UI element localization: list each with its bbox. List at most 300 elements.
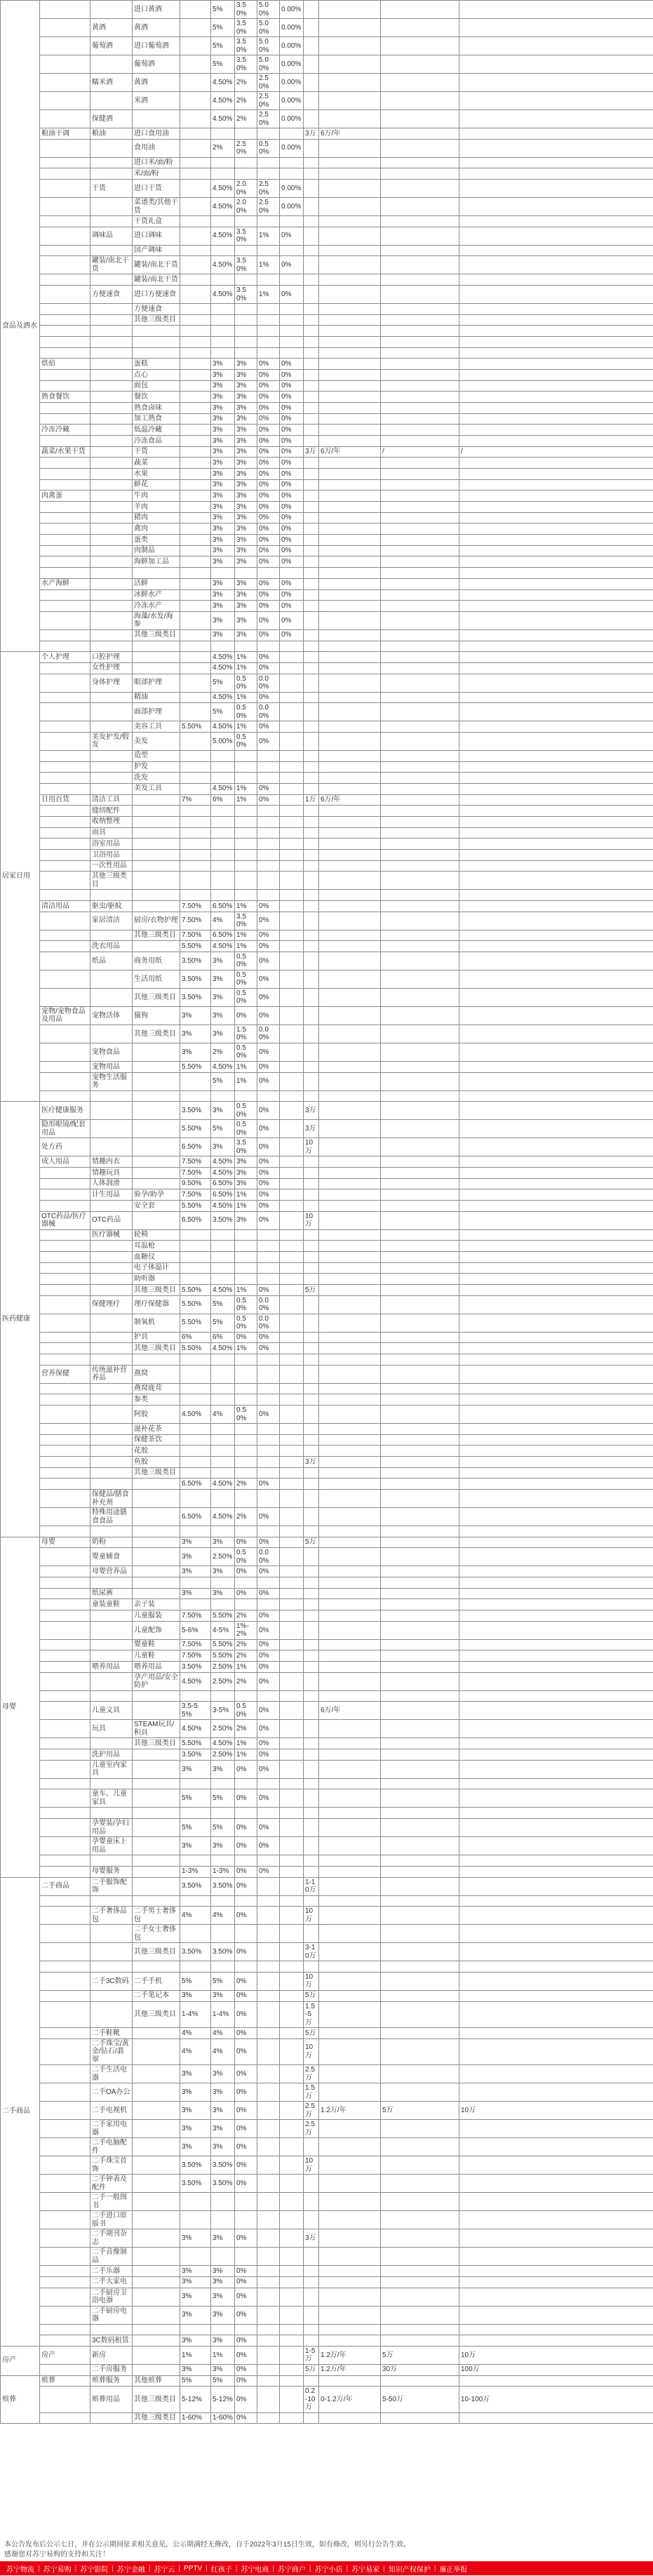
annual-fee (319, 1167, 381, 1178)
footer-nav-link[interactable]: 红孩子 (210, 2565, 232, 2574)
category-l2 (40, 1548, 90, 1566)
category-l4: 加工熟食 (133, 413, 180, 425)
deposit (304, 589, 319, 601)
table-row (1, 2266, 653, 2277)
annual-fee (319, 1526, 381, 1537)
cap-2 (459, 256, 653, 274)
commission-rate: 3% (211, 458, 235, 469)
annual-fee (319, 2065, 381, 2083)
rate-2: 3.50% (235, 1, 257, 19)
annual-fee (319, 370, 381, 381)
nav-separator: | (178, 2564, 181, 2572)
category-l3 (90, 703, 133, 721)
cap-2 (459, 2335, 653, 2347)
cap-2 (459, 721, 653, 733)
category-l3: 殡葬服务 (90, 2375, 133, 2387)
category-l4 (133, 827, 180, 839)
category-l4 (133, 1961, 180, 1973)
rate-2 (235, 1274, 257, 1285)
category-l2 (40, 773, 90, 784)
cap-2 (459, 347, 653, 359)
deposit (304, 535, 319, 546)
cap-1 (381, 2306, 459, 2324)
commission-rate: 3% (211, 380, 235, 392)
category-l4: 耳温枪 (133, 1241, 180, 1252)
category-l3: 保健理疗 (90, 1295, 133, 1314)
rate-2 (235, 337, 257, 348)
category-l3: 女性护理 (90, 662, 133, 674)
rate-3: 0% (257, 1702, 280, 1720)
base-rate (180, 629, 211, 641)
category-l2 (40, 2211, 90, 2229)
category-l2 (40, 380, 90, 392)
rate-3: 0% (257, 1200, 280, 1211)
cap-1 (381, 413, 459, 425)
cap-2 (459, 380, 653, 392)
cap-2 (459, 629, 653, 641)
rate-2: 3% (235, 1156, 257, 1168)
category-l3 (90, 1526, 133, 1537)
rate-3 (257, 2413, 280, 2424)
annual-fee (319, 2266, 381, 2277)
base-rate (180, 19, 211, 37)
base-rate: 4% (180, 2038, 211, 2065)
table-row (1, 1314, 653, 1332)
commission-rate: 5% (211, 19, 235, 37)
table-row (1, 535, 653, 546)
category-l3 (90, 930, 133, 941)
category-l3: 二手家用电器 (90, 2120, 133, 2138)
base-rate: 3.5-5.5% (180, 1702, 211, 1720)
annual-fee (319, 256, 381, 274)
commission-rate: 4.50% (211, 1061, 235, 1072)
deposit (304, 1760, 319, 1778)
category-l3: 宠物用品 (90, 1061, 133, 1072)
cap-1 (381, 1295, 459, 1314)
category-l2 (40, 1241, 90, 1252)
cap-2 (459, 286, 653, 304)
footer-nav-link[interactable]: 苏宁易家 (351, 2565, 380, 2574)
rate-4 (280, 1365, 304, 1383)
rate-2 (235, 806, 257, 817)
rate-2: 0.50% (235, 674, 257, 692)
footer-nav-link[interactable]: 苏宁电商 (241, 2565, 269, 2574)
cap-2 (459, 535, 653, 546)
cap-1 (381, 2156, 459, 2175)
cap-2 (459, 1167, 653, 1178)
table-row (1, 2375, 653, 2387)
base-rate: 3% (180, 2266, 211, 2277)
rate-4: 0% (280, 490, 304, 502)
rate-3: 0% (257, 629, 280, 641)
cap-1 (381, 1394, 459, 1406)
rate-2: 0.50% (235, 952, 257, 970)
rate-4 (280, 1211, 304, 1229)
cap-2 (459, 92, 653, 110)
commission-rate: 4.50% (211, 180, 235, 198)
category-l4: 进口葡萄酒 (133, 37, 180, 55)
table-row (1, 1043, 653, 1061)
commission-rate (211, 1855, 235, 1867)
rate-3 (257, 1690, 280, 1702)
rate-4 (280, 1434, 304, 1446)
base-rate (180, 827, 211, 839)
category-l4: 冷冻食品 (133, 436, 180, 447)
category-l2: 粮油干调 (40, 128, 90, 140)
rate-4 (280, 1778, 304, 1789)
category-l4: 米/面/粉 (133, 168, 180, 180)
category-l2 (40, 55, 90, 74)
rate-4 (280, 168, 304, 180)
category-l3 (90, 2324, 133, 2335)
category-l4 (133, 1778, 180, 1789)
cap-2 (459, 703, 653, 721)
table-row (1, 490, 653, 502)
cap-1 (381, 1252, 459, 1263)
category-l4 (133, 2038, 180, 2065)
cap-2 (459, 1778, 653, 1789)
rate-3: 0% (257, 1343, 280, 1354)
cap-2: 10万 (459, 2346, 653, 2364)
cap-1 (381, 1467, 459, 1479)
annual-fee (319, 941, 381, 952)
footer-nav-link[interactable]: 苏宁金融 (116, 2565, 145, 2574)
deposit (304, 74, 319, 92)
table-row (1, 2211, 653, 2229)
category-l2 (40, 92, 90, 110)
category-l3 (90, 1855, 133, 1867)
base-rate (180, 578, 211, 589)
category-l3: 罐装/南北干货 (90, 256, 133, 274)
table-row (1, 403, 653, 414)
category-l3: 二手厨房电器 (90, 2306, 133, 2324)
rate-4 (280, 157, 304, 168)
commission-rate: 2% (211, 139, 235, 157)
cap-1: 5万 (381, 2102, 459, 2120)
category-l3: 身体护理 (90, 674, 133, 692)
annual-fee: 1.2万/年 (319, 2346, 381, 2364)
rate-4: 0.00% (280, 1, 304, 19)
base-rate: 3% (180, 1990, 211, 2001)
annual-fee (319, 2375, 381, 2387)
category-l2 (40, 601, 90, 612)
cap-2 (459, 1749, 653, 1761)
deposit (304, 304, 319, 315)
commission-rate (211, 1252, 235, 1263)
cap-2 (459, 2156, 653, 2175)
category-l3 (90, 314, 133, 326)
rate-4 (280, 703, 304, 721)
category-l4: 其他三级类目 (133, 1943, 180, 1961)
deposit (304, 601, 319, 612)
category-l2 (40, 1702, 90, 1720)
cap-1 (381, 589, 459, 601)
cap-1 (381, 750, 459, 761)
cap-1 (381, 2001, 459, 2028)
commission-rate: 3% (211, 578, 235, 589)
category-l2: 清洁用品 (40, 900, 90, 912)
cap-2 (459, 392, 653, 403)
rate-4: 0% (280, 479, 304, 490)
annual-fee (319, 692, 381, 703)
rate-2: 2% (235, 110, 257, 128)
rate-4: 0% (280, 523, 304, 535)
category-l4 (133, 816, 180, 827)
annual-fee (319, 662, 381, 674)
nav-separator: | (235, 2564, 238, 2572)
category-l4 (133, 1588, 180, 1599)
footer-nav-link[interactable]: 苏宁商户 (278, 2565, 306, 2574)
base-rate (180, 1895, 211, 1907)
annual-fee (319, 1548, 381, 1566)
category-l3 (90, 326, 133, 337)
category-l2 (40, 1167, 90, 1178)
category-l4 (133, 1090, 180, 1102)
category-l3 (90, 1479, 133, 1490)
cap-1 (381, 2413, 459, 2424)
rate-4 (280, 1285, 304, 1296)
commission-rate: 3% (211, 2229, 235, 2248)
table-row (1, 912, 653, 930)
cap-2 (459, 19, 653, 37)
cap-2 (459, 1343, 653, 1354)
footer-nav-link[interactable]: 知识产权保护 (388, 2565, 431, 2574)
rate-3 (257, 2028, 280, 2039)
commission-rate: 3% (211, 469, 235, 480)
cap-2 (459, 274, 653, 286)
rate-3 (257, 1877, 280, 1895)
rate-2: 1% (235, 900, 257, 912)
cap-2 (459, 1943, 653, 1961)
base-rate (180, 1855, 211, 1867)
rate-4: 0% (280, 403, 304, 414)
table-row (1, 692, 653, 703)
category-l3: 童车、儿童家具 (90, 1789, 133, 1808)
cap-1 (381, 1508, 459, 1526)
rate-2: 3% (235, 629, 257, 641)
cap-2 (459, 326, 653, 337)
deposit (304, 2211, 319, 2229)
rate-3 (257, 890, 280, 901)
commission-rate: 3% (211, 1990, 235, 2001)
cap-2 (459, 479, 653, 490)
cap-1 (381, 2276, 459, 2288)
rate-2 (235, 1895, 257, 1907)
deposit (304, 1156, 319, 1168)
footer-nav-link[interactable]: 苏宁物流 (6, 2565, 34, 2574)
rate-3: 0% (257, 1138, 280, 1156)
category-l3 (90, 469, 133, 480)
deposit (304, 860, 319, 872)
deposit (304, 1566, 319, 1577)
rate-4 (280, 900, 304, 912)
category-l3 (90, 1383, 133, 1394)
category-l1: 殡葬 (1, 2375, 40, 2424)
commission-rate: 3% (211, 545, 235, 556)
category-l4: 亲子装 (133, 1599, 180, 1610)
commission-rate (211, 1424, 235, 1435)
rate-2 (235, 816, 257, 827)
commission-rate (211, 750, 235, 761)
deposit (304, 1394, 319, 1406)
rate-4: 0% (280, 256, 304, 274)
footer-nav-link[interactable]: 苏宁易购 (43, 2565, 72, 2574)
cap-1 (381, 601, 459, 612)
deposit: 5万 (304, 1537, 319, 1548)
category-l3: 方便速食 (90, 286, 133, 304)
annual-fee (319, 1025, 381, 1043)
rate-2: 3.50% (235, 227, 257, 245)
rate-3: 0% (257, 512, 280, 523)
category-l3: 孕婴童床上用品 (90, 1837, 133, 1855)
rate-2: 0% (235, 1907, 257, 1925)
table-row (1, 198, 653, 216)
deposit: 1-5万 (304, 2346, 319, 2364)
category-l2 (40, 227, 90, 245)
commission-rate: 3% (211, 2138, 235, 2156)
deposit (304, 19, 319, 37)
rate-2: 3% (235, 512, 257, 523)
base-rate: 5.50% (180, 721, 211, 733)
cap-1 (381, 1808, 459, 1819)
cap-2 (459, 1229, 653, 1241)
table-row (1, 1610, 653, 1622)
base-rate (180, 337, 211, 348)
annual-fee (319, 1599, 381, 1610)
rate-2 (235, 1778, 257, 1789)
rate-4 (280, 1819, 304, 1837)
base-rate: 5% (180, 2375, 211, 2387)
base-rate: 3.50% (180, 1102, 211, 1120)
notice-line: 本公告发布后公示七日，并在公示期间征求相关意见，公示期满经无修改，自于2022年3月15日生效，如有修改，则另行公告生效。 (4, 2541, 410, 2549)
table-row (1, 732, 653, 750)
commission-rate (211, 1778, 235, 1789)
rate-2 (235, 1262, 257, 1274)
table-row (1, 900, 653, 912)
rate-3 (257, 1990, 280, 2001)
category-l4: 牛肉 (133, 490, 180, 502)
category-l2 (40, 732, 90, 750)
rate-2: 1% (235, 721, 257, 733)
base-rate: 5.50% (180, 1295, 211, 1314)
base-rate: 4.50% (180, 1406, 211, 1424)
table-row (1, 1639, 653, 1650)
rate-4 (280, 2229, 304, 2248)
footer-nav-link[interactable]: 苏宁云 (154, 2565, 175, 2574)
rate-2: 0% (235, 1990, 257, 2001)
commission-rate: 1% (211, 2346, 235, 2364)
rate-4 (280, 2364, 304, 2375)
category-l4 (133, 1354, 180, 1366)
rate-2: 3% (235, 556, 257, 568)
cap-1 (381, 469, 459, 480)
base-rate (180, 1090, 211, 1102)
cap-2 (459, 839, 653, 850)
category-l4: 食用油 (133, 139, 180, 157)
commission-rate: 4.50% (211, 1156, 235, 1168)
cap-2 (459, 1877, 653, 1895)
cap-2 (459, 1925, 653, 1943)
cap-1 (381, 1406, 459, 1424)
category-l4 (133, 1508, 180, 1526)
footer-nav-link[interactable]: 苏宁小店 (314, 2565, 343, 2574)
rate-3: 0% (257, 662, 280, 674)
base-rate: 5.50% (180, 1738, 211, 1749)
rate-3 (257, 2306, 280, 2324)
annual-fee (319, 19, 381, 37)
commission-rate: 3% (211, 1025, 235, 1043)
base-rate (180, 1, 211, 19)
annual-fee: 6万/年 (319, 794, 381, 806)
cap-1 (381, 55, 459, 74)
rate-2: 3.50% (235, 37, 257, 55)
rate-3 (257, 1424, 280, 1435)
table-row (1, 1907, 653, 1925)
cap-1 (381, 1837, 459, 1855)
annual-fee (319, 1156, 381, 1168)
base-rate (180, 1526, 211, 1537)
category-l3 (90, 890, 133, 901)
annual-fee (319, 674, 381, 692)
commission-rate (211, 216, 235, 227)
commission-rate: 4.50% (211, 662, 235, 674)
rate-3 (257, 337, 280, 348)
table-row (1, 2248, 653, 2266)
category-l3: 二手进口原版书 (90, 2211, 133, 2229)
commission-rate: 5% (211, 1314, 235, 1332)
category-l3 (90, 55, 133, 74)
table-row (1, 2028, 653, 2039)
table-row (1, 1343, 653, 1354)
cap-1 (381, 1639, 459, 1650)
footer-nav-link[interactable]: PPTV (184, 2564, 203, 2572)
category-l2 (40, 2175, 90, 2193)
table-row (1, 359, 653, 370)
category-l2 (40, 314, 90, 326)
deposit: 1-10万 (304, 1877, 319, 1895)
commission-rate (211, 1895, 235, 1907)
rate-3 (257, 1229, 280, 1241)
base-rate: 1-3% (180, 1866, 211, 1877)
category-l2 (40, 1990, 90, 2001)
rate-4 (280, 2306, 304, 2324)
category-l2 (40, 274, 90, 286)
commission-rate (211, 1577, 235, 1589)
cap-2 (459, 930, 653, 941)
rate-2: 2% (235, 1639, 257, 1650)
base-rate: 3.50% (180, 1749, 211, 1761)
category-l2 (40, 827, 90, 839)
category-l2 (40, 2324, 90, 2335)
rate-3 (257, 2001, 280, 2028)
category-l4 (133, 2364, 180, 2375)
deposit (304, 2288, 319, 2306)
footer-nav-link[interactable]: 廉正举报 (439, 2565, 468, 2574)
category-l2 (40, 1907, 90, 1925)
commission-rate: 4.50% (211, 783, 235, 794)
cap-1 (381, 128, 459, 140)
category-l2 (40, 2083, 90, 2102)
rate-4 (280, 721, 304, 733)
category-l4 (133, 662, 180, 674)
category-l4 (133, 2120, 180, 2138)
cap-1 (381, 952, 459, 970)
annual-fee (319, 1819, 381, 1837)
base-rate: 3.50% (180, 2175, 211, 2193)
table-row (1, 1262, 653, 1274)
annual-fee (319, 860, 381, 872)
footer-nav-link[interactable]: 苏宁影院 (80, 2565, 109, 2574)
